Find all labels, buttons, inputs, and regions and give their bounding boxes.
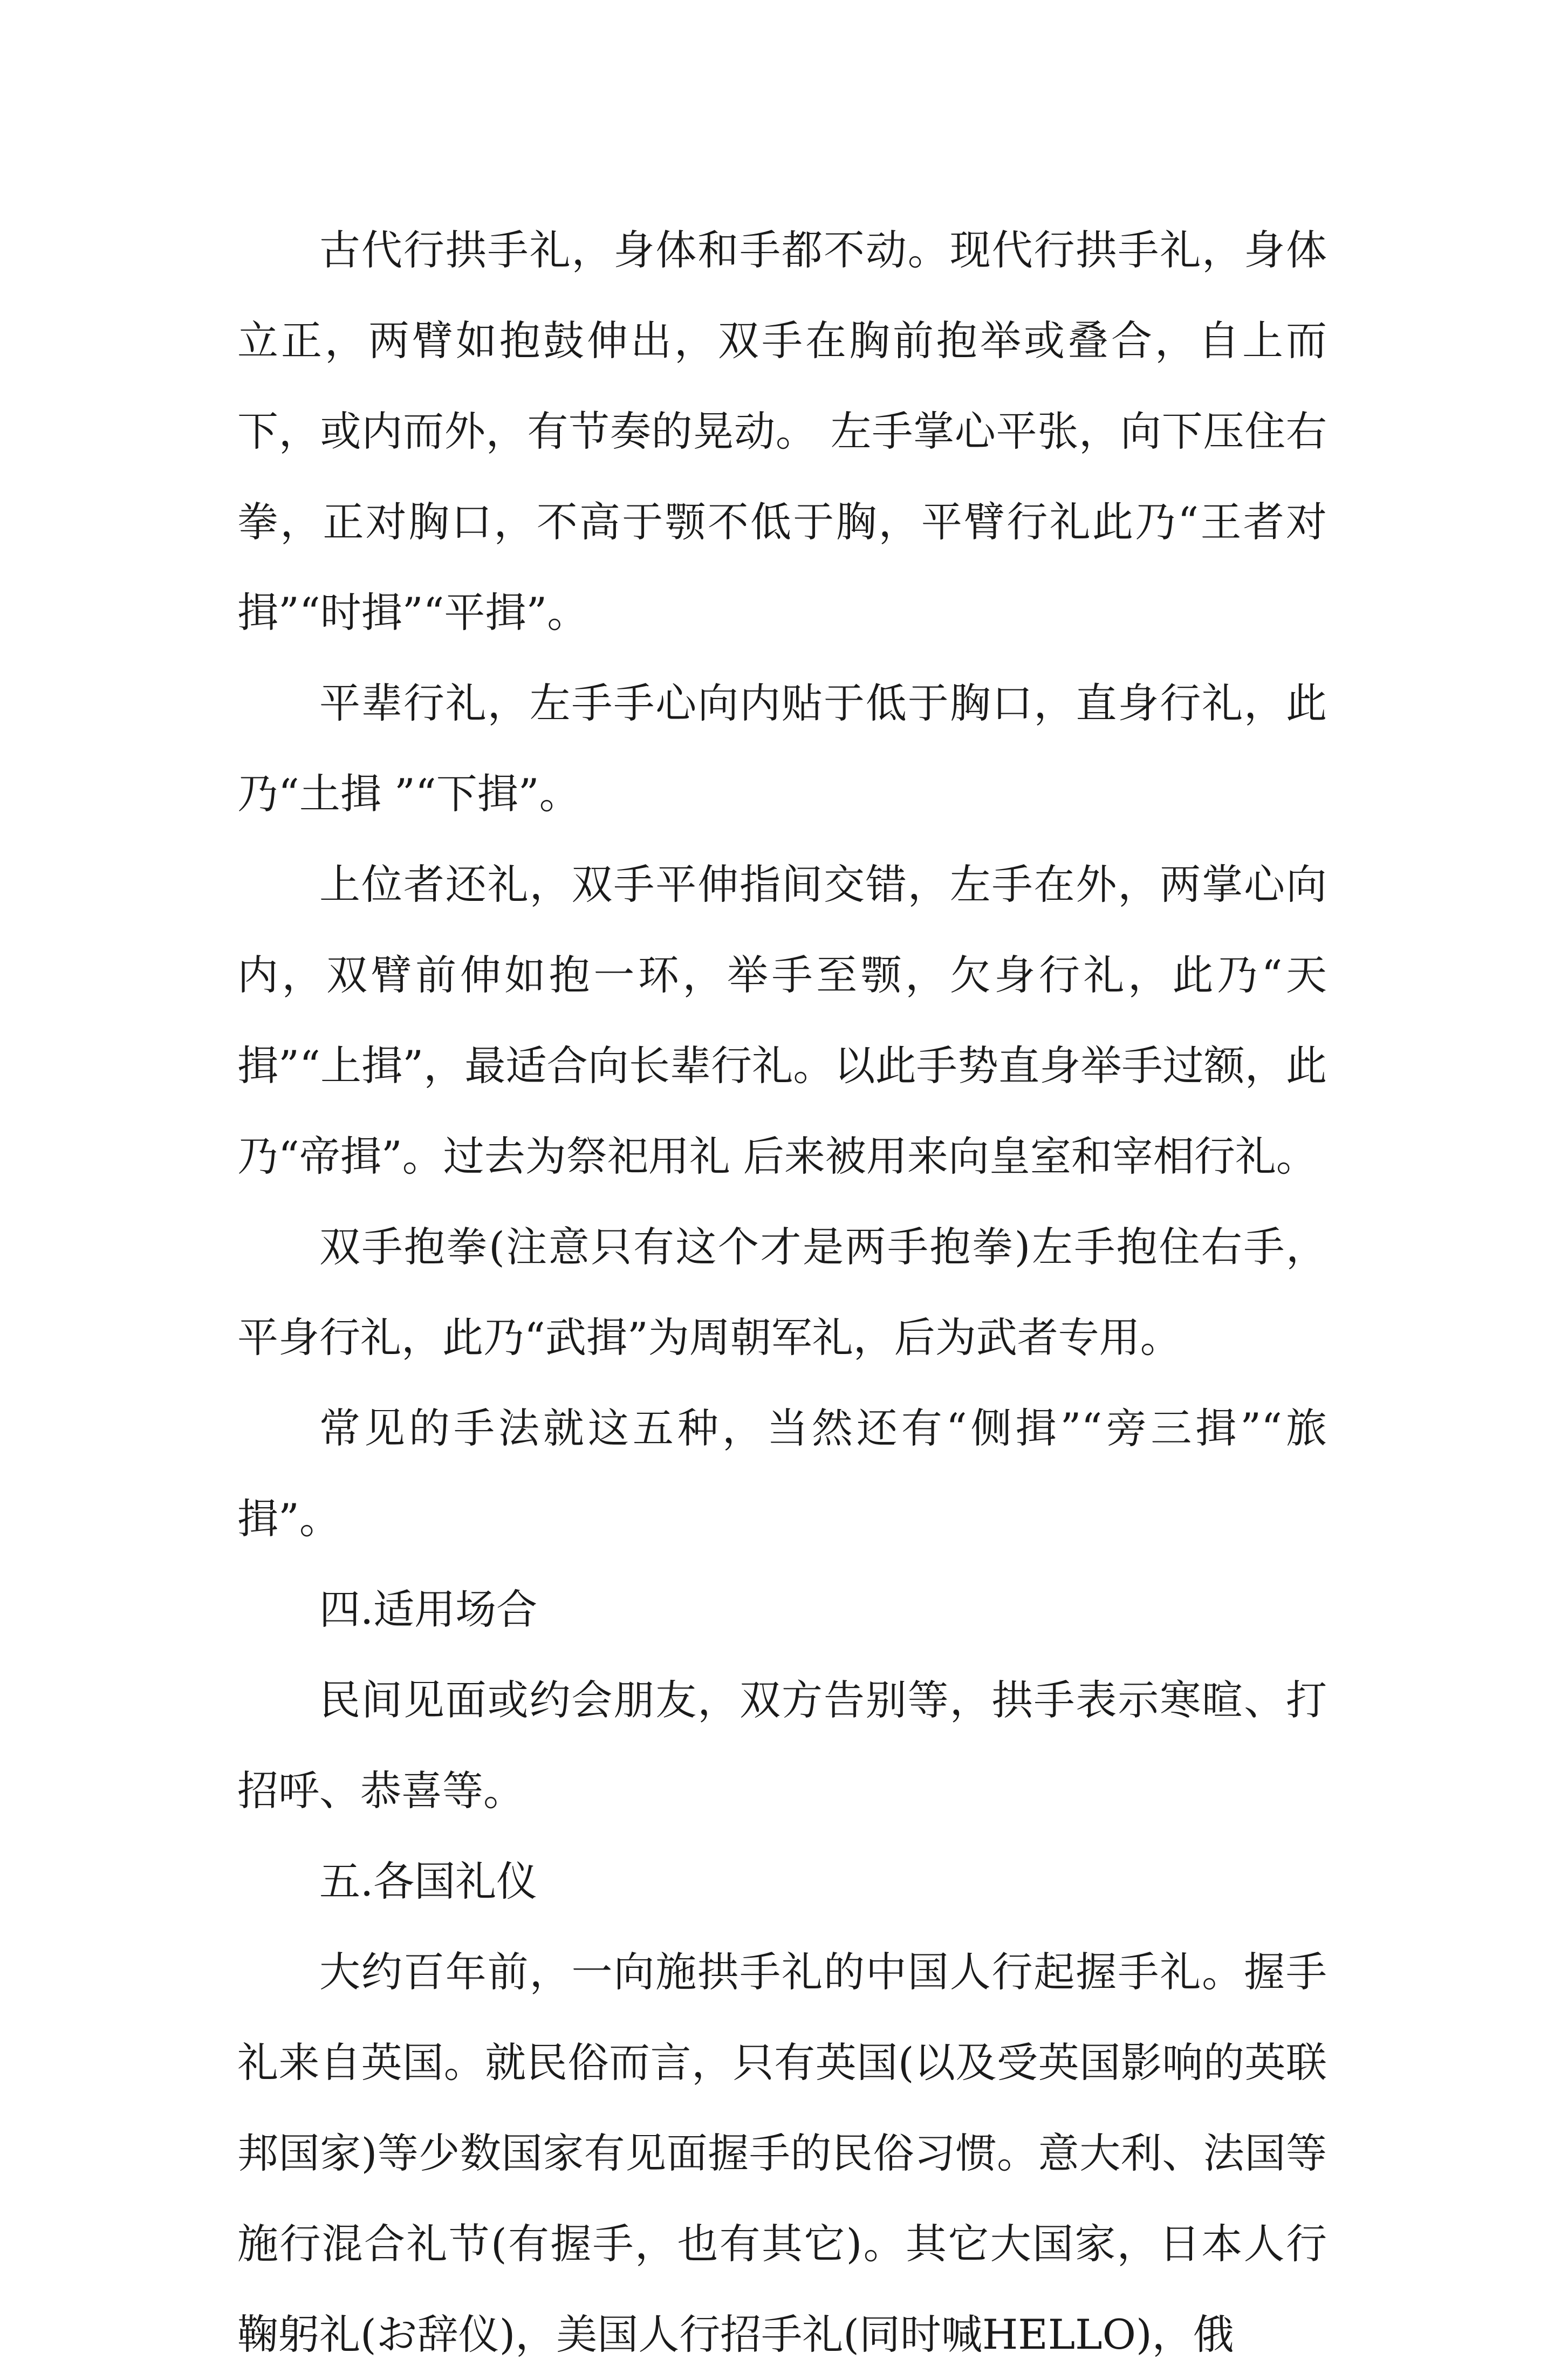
paragraph-etiquette: 大约百年前，一向施拱手礼的中国人行起握手礼。握手礼来自英国。就民俗而言，只有英国(以及受英国影响的英联邦国家)等少数国家有见面握手的民俗习惯。意大利、法国等施行混合礼节(有握手，也有其它)。其它大国家，日本人行鞠躬礼(お辞仪)，美国人行招手礼(同时喊HELLO)，俄 <box>237 1948 1327 2358</box>
paragraph-handgesture-modern: 古代行拱手礼，身体和手都不动。现代行拱手礼，身体立正，两臂如抱鼓伸出，双手在胸前抱举或叠合，自上而下，或内而外，有节奏的晃动。 左手掌心平张，向下压住右拳，正对胸口，不高于颚不低于胸，平臂行礼此乃“王者对揖”“时揖”“平揖”。 <box>237 226 1327 637</box>
section-heading-etiquette: 五.各国礼仪 <box>319 1857 538 1905</box>
section-heading-occasions: 四.适用场合 <box>319 1585 538 1633</box>
paragraph-superior-salute: 上位者还礼，双手平伸指间交错，左手在外，两掌心向内，双臂前伸如抱一环，举手至颚，欠身行礼，此乃“天揖”“上揖”，最适合向长辈行礼。以此手势直身举手过额，此乃“帝揖”。过去为祭祀用礼 后来被用来向皇室和宰相行礼。 <box>237 860 1327 1180</box>
paragraph-peer-salute: 平辈行礼，左手手心向内贴于低于胸口，直身行礼，此乃“土揖 ”“下揖”。 <box>237 679 1327 818</box>
paragraph-occasions: 民间见面或约会朋友，双方告别等，拱手表示寒暄、打招呼、恭喜等。 <box>237 1676 1327 1815</box>
paragraph-martial-salute: 双手抱拳(注意只有这个才是两手抱拳)左手抱住右手，平身行礼，此乃“武揖”为周朝军礼，后为武者专用。 <box>237 1223 1327 1362</box>
paragraph-common-gestures: 常见的手法就这五种，当然还有“侧揖”“旁三揖”“旅揖”。 <box>237 1404 1327 1543</box>
document-page <box>237 205 1327 2380</box>
